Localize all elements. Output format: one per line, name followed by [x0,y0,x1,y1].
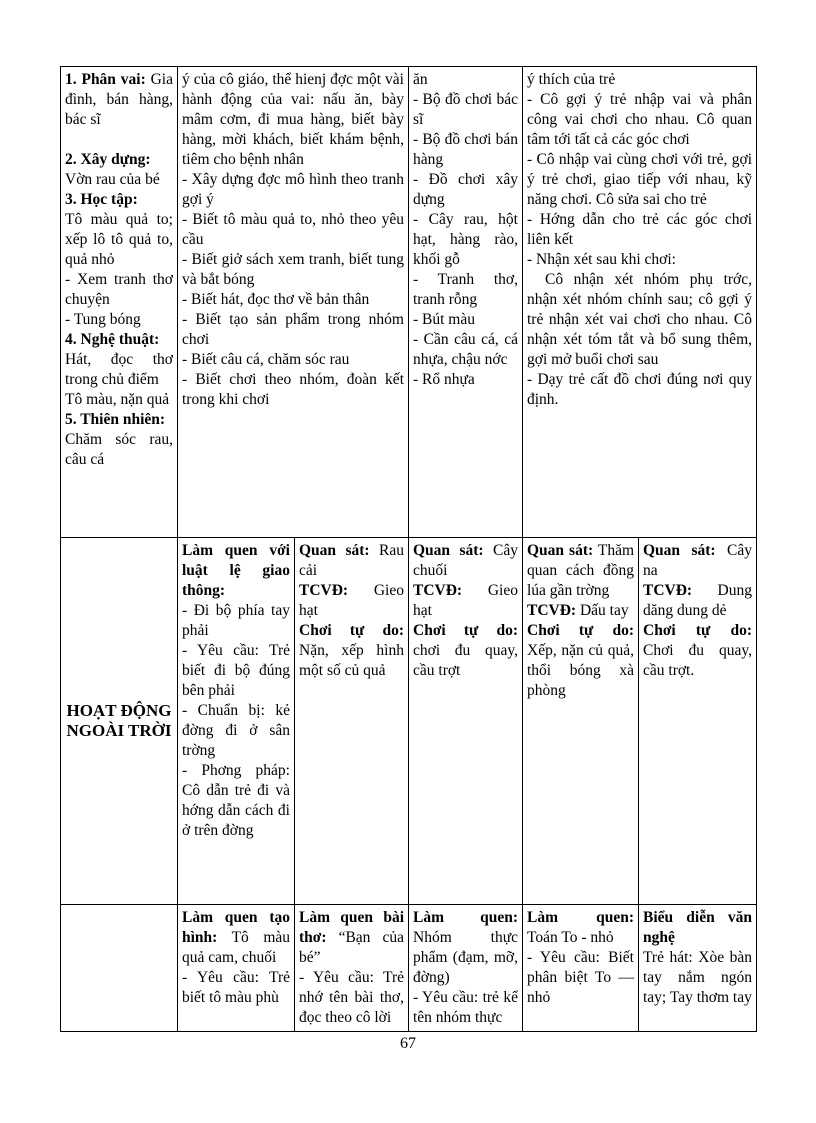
corner-play-row [61,67,757,538]
text-line [65,390,173,410]
text-line [65,270,173,310]
text-line [182,641,290,701]
entry-text: - Tung bóng [65,311,141,328]
entry-text: - Dạy trẻ cất đồ chơi đúng nơi quy định. [527,371,752,408]
text-line [65,330,173,350]
entry-text: - Xem tranh thơ chuyện [65,271,173,308]
play-materials-cell [409,67,523,538]
text-line [65,130,173,150]
text-line [413,621,518,681]
text-line: ăn [413,71,428,88]
text-line [527,210,752,250]
text-line [527,601,634,621]
text-line [643,621,752,681]
entry-text: Nhóm thực phẩm (đạm, mỡ, đờng) [413,929,518,986]
text-line: - Cây rau, hột hạt, hàng rào, khối gỗ [413,211,518,268]
outdoor-day-1 [178,538,295,905]
text-line [299,908,404,968]
play-areas-cell [61,67,178,538]
entry-heading: Làm quen: [413,909,518,926]
plan-table [60,66,757,1032]
entry-text: Tô màu, nặn quả [65,391,170,408]
text-line [182,908,290,968]
entry-text: Cây na [643,542,752,579]
text-line: - Tranh thơ, tranh rỗng [413,271,518,308]
text-line: - Biết hát, đọc thơ về bản thân [182,291,370,308]
entry-heading: Chơi tự do: [527,622,634,639]
text-line [182,701,290,761]
text-line [182,541,290,601]
entry-heading: TCVĐ: [299,582,349,599]
entry-text: ý thích của trẻ [527,71,616,88]
entry-text: Dung dăng dung dẻ [643,582,752,619]
text-line [527,541,634,601]
text-line [65,170,173,190]
entry-text: Tô màu quả to; xếp lô tô quả to, quả nhỏ [65,211,173,268]
text-line [527,370,752,410]
text-line [413,581,518,621]
outdoor-day-3 [409,538,523,905]
entry-text: Gieo hạt [413,582,518,619]
text-line [643,908,752,948]
entry-text: Gia đình, bán hàng, bác sĩ [65,71,173,128]
text-line: - Biết câu cá, chăm sóc rau [182,351,350,368]
entry-heading: 5. Thiên nhiên: [65,411,166,428]
entry-heading: 2. Xây dựng: [65,151,151,168]
entry-text: - Cô nhập vai cùng chơi với trẻ, gợi ý trẻ chơi, giao tiếp với nhau, kỹ năng chơi. Cô sửa sai cho trẻ [527,151,752,208]
entry-text: - Nhận xét sau khi chơi: [527,251,676,268]
text-line: - Cần câu cá, cá nhựa, chậu nớc [413,331,518,368]
text-line [527,908,634,948]
outdoor-activity-row [61,538,757,905]
text-line [527,90,752,150]
text-line: - Xây dựng đợc mô hình theo tranh gợi ý [182,171,404,208]
entry-text: - Phơng pháp: Cô dẫn trẻ đi và hớng dẫn cách đi ở trên đờng [182,762,290,839]
entry-text: - Cô gợi ý trẻ nhập vai và phân công vai chơi cho nhau. Cô quan tâm tới tất cả các góc chơi [527,91,752,148]
text-line [527,948,634,1008]
text-line [643,581,752,621]
entry-heading: Làm quen: [527,909,634,926]
outdoor-day-4 [523,538,639,905]
text-line [65,410,173,430]
entry-text: Hát, đọc thơ trong chủ điểm [65,351,173,388]
play-goals-cell [178,67,409,538]
entry-heading: Quan sát: [643,542,716,559]
entry-heading: Quan sát: [527,542,594,559]
outdoor-day-5 [639,538,757,905]
entry-heading: TCVĐ: [527,602,577,619]
entry-text: - Yêu cầu: Trẻ biết đi bộ đúng bên phải [182,642,290,699]
page-number: 67 [400,1035,416,1052]
play-method-cell [523,67,757,538]
text-line [643,948,752,1008]
text-line: - Đồ chơi xây dựng [413,171,518,208]
text-line [527,150,752,210]
entry-heading: 1. Phân vai: [65,71,146,88]
entry-heading: Chơi tự do: [643,622,752,639]
text-line [299,621,404,681]
text-line: - Rổ nhựa [413,371,475,388]
entry-heading: 4. Nghệ thuật: [65,331,160,348]
outdoor-activity-label: HOẠT ĐỘNG NGOÀI TRỜI [61,538,178,905]
entry-text: - Hớng dẫn cho trẻ các góc chơi liên kết [527,211,752,248]
entry-text: Vờn rau của bé [65,171,160,188]
entry-text: Dấu tay [576,602,629,619]
text-line: - Biết giở sách xem tranh, biết tung và bắt bóng [182,251,404,288]
text-line [65,190,173,210]
text-line: - Bút màu [413,311,475,328]
text-line [527,70,752,90]
entry-text: - Yêu cầu: Biết phân biệt To — nhỏ [527,949,634,1006]
entry-text: Thăm quan cách đồng lúa gần trờng [527,542,634,599]
text-line [527,250,752,270]
entry-text: Rau cải [299,542,404,579]
text-line [299,968,404,1028]
text-line: - Biết chơi theo nhóm, đoàn kết trong khi chơi [182,371,404,408]
learning-day-2 [295,905,409,1032]
entry-text: Nặn, xếp hình một số củ quả [299,642,404,679]
text-line: - Bộ đồ chơi bán hàng [413,131,518,168]
entry-text: Chơi đu quay, cầu trợt. [643,642,752,679]
entry-text: - Đi bộ phía tay phải [182,602,290,639]
entry-text: Tô màu quả cam, chuối [182,929,290,966]
text-line [182,601,290,641]
text-line [413,988,518,1028]
learning-day-5 [639,905,757,1032]
entry-heading: Làm quen tạo hình: [182,909,290,946]
entry-text: Trẻ hát: Xòe bàn tay nắm ngón tay; Tay thơm tay [643,949,752,1006]
text-line [413,541,518,581]
learning-day-4 [523,905,639,1032]
text-line [643,541,752,581]
outdoor-day-2 [295,538,409,905]
text-line [65,430,173,470]
entry-heading: 3. Học tập: [65,191,138,208]
entry-heading: Làm quen bài thơ: [299,909,404,946]
entry-heading: Quan sát: [413,542,484,559]
text-line: - Bộ đồ chơi bác sĩ [413,91,518,128]
text-line [527,270,752,370]
entry-text: - Yêu cầu: trẻ kể tên nhóm thực [413,989,518,1026]
text-line: ý của cô giáo, thể hienj đợc một vài hành động của vai: nấu ăn, bày mâm cơm, đi mua hàng, biết bày hàng, mời khách, biết khám bệnh, tiêm cho bệnh nhân [182,71,404,168]
entry-text: Xếp, nặn củ quả, thổi bóng xà phòng [527,642,634,699]
text-line [299,541,404,581]
text-line [65,210,173,270]
entry-heading: Chơi tự do: [413,622,518,639]
entry-text: Toán To - nhỏ [527,929,614,946]
entry-heading: TCVĐ: [413,582,463,599]
entry-heading: Quan sát: [299,542,370,559]
text-line [65,310,173,330]
entry-heading: Chơi tự do: [299,622,404,639]
text-line: - Biết tạo sản phẩm trong nhóm chơi [182,311,404,348]
text-line [527,621,634,701]
entry-heading: TCVĐ: [643,582,693,599]
entry-heading: Biểu diễn văn nghệ [643,909,752,946]
entry-heading: Làm quen với luật lệ giao thông: [182,542,290,599]
entry-text: Gieo hạt [299,582,404,619]
text-line [65,150,173,170]
entry-text: Chăm sóc rau, câu cá [65,431,173,468]
entry-text: “Bạn của bé” [299,929,404,966]
entry-text: - Yêu cầu: Trẻ nhớ tên bài thơ, đọc theo cô lời [299,969,404,1026]
entry-text: Cây chuối [413,542,518,579]
entry-text: - Chuẩn bị: kẻ đờng đi ở sân trờng [182,702,290,759]
learning-activity-label [61,905,178,1032]
learning-day-1 [178,905,295,1032]
text-line [182,761,290,841]
text-line: - Biết tô màu quả to, nhỏ theo yêu cầu [182,211,404,248]
entry-text: Cô nhận xét nhóm phụ trớc, nhận xét nhóm chính sau; cô gợi ý trẻ nhận xét vai chơi cho nhau. Cô nhận xét tóm tắt và bổ sung thêm, gợi mở buổi chơi sau [527,271,752,368]
text-line [182,968,290,1008]
text-line [299,581,404,621]
entry-text: chơi đu quay, cầu trợt [413,642,518,679]
learning-day-3 [409,905,523,1032]
entry-text: - Yêu cầu: Trẻ biết tô màu phù [182,969,290,1006]
text-line [413,908,518,988]
text-line [65,70,173,130]
learning-activity-row [61,905,757,1032]
text-line [65,350,173,390]
